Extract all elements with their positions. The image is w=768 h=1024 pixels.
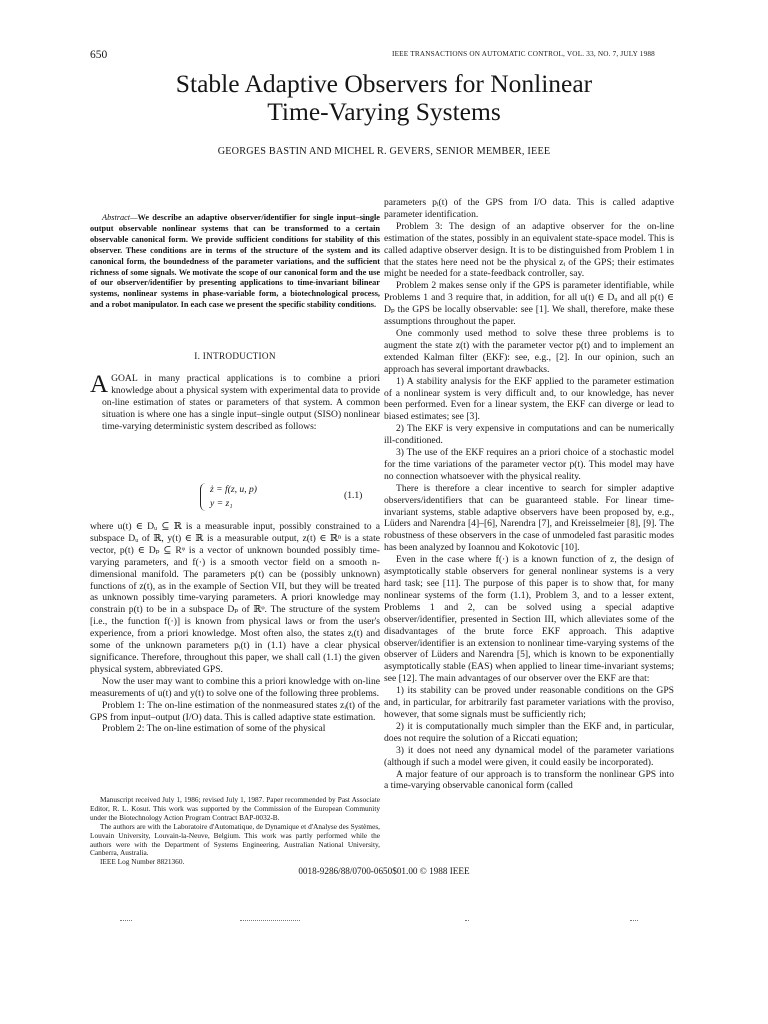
equation-line-1: ż = f(z, u, p) <box>210 484 257 495</box>
scan-mark <box>120 920 132 927</box>
paragraph: 1) its stability can be proved under reasonable conditions on the GPS and, in particular, for arbitrarily fast parameter variations with the proviso, however, that some signals must be sufficiently rich; <box>384 685 674 720</box>
scan-mark <box>240 920 300 927</box>
left-column-body <box>90 521 380 735</box>
paper-title <box>0 70 768 126</box>
scan-mark <box>465 920 469 927</box>
paragraph: There is therefore a clear incentive to search for simpler adaptive observers/identifiers that can be guaranteed stable. For linear time-invariant systems, stable adaptive observers have been proposed by, e.g., Lüders and Narendra [4]–[6], Narendra [7], and Kreisselmeier [8], [9]. The robustness of these observers in the case of unmodeled fast parasitic modes has been analyzed by Ioannou and Kokotovic [10]. <box>384 482 674 554</box>
paragraph: Problem 2: The on-line estimation of some of the physical <box>102 723 326 735</box>
paragraph: Problem 2 makes sense only if the GPS is parameter identifiable, while Problems 1 and 3 require that, in addition, for all u(t) ∈ Dᵤ and all p(t) ∈ Dₚ the GPS be locally observable: see [1]. We shall, therefore, make these assumptions throughout the paper. <box>384 280 674 328</box>
paragraph: 2) it is computationally much simpler than the EKF and, in particular, does not require the solution of a Riccati equation; <box>384 720 674 744</box>
abstract-label: Abstract— <box>102 213 138 222</box>
intro-paragraph <box>90 373 380 433</box>
paragraph: 3) it does not need any dynamical model of the parameter variations (although if such a model were given, it could easily be incorporated). <box>384 744 674 768</box>
paragraph: parameters pᵢ(t) of the GPS from I/O data. This is called adaptive parameter identification. <box>384 197 674 220</box>
paragraph: Problem 1: The on-line estimation of the nonmeasured states zᵢ(t) of the GPS from input–output (I/O) data. This is called adaptive state estimation. <box>90 699 380 723</box>
paragraph: 2) The EKF is very expensive in computations and can be numerically ill-conditioned. <box>384 423 674 447</box>
title-line-1: Stable Adaptive Observers for Nonlinear <box>175 69 593 98</box>
equation-brace <box>200 483 206 511</box>
journal-header: IEEE TRANSACTIONS ON AUTOMATIC CONTROL, VOL. 33, NO. 7, JULY 1988 <box>392 50 655 58</box>
drop-cap: A <box>90 371 109 398</box>
footnote-manuscript: Manuscript received July 1, 1986; revised July 1, 1987. Paper recommended by Past Associate Editor, R. L. Kosut. This work was supported by the Commission of the European Community under the Biotechnology Action Program Contract BAP-0032-B. <box>90 795 380 822</box>
title-line-2: Time-Varying Systems <box>267 97 501 126</box>
abstract <box>90 213 380 311</box>
paragraph: Problem 3: The design of an adaptive observer for the on-line estimation of the states, possibly in an equivalent state-space model. This is called adaptive observer design. It is to be distinguished from Problem 1 in that the states here need not be the physical zᵢ of the GPS; their estimates might be needed for a state-feedback controller, say. <box>384 220 674 280</box>
paragraph: One commonly used method to solve these three problems is to augment the state z(t) with the parameter vector p(t) and to implement an extended Kalman filter (EKF): see, e.g., [2]. In our opinion, such an approach has several important drawbacks. <box>384 327 674 375</box>
author-line: GEORGES BASTIN AND MICHEL R. GEVERS, SENIOR MEMBER, IEEE <box>217 146 551 157</box>
paragraph: where u(t) ∈ Dᵤ ⊆ ℝ is a measurable input, possibly constrained to a subspace Dᵤ of ℝ, y(t) ∈ ℝ is a measurable output, z(t) ∈ ℝⁿ is a state vector, p(t) ∈ Dₚ ⊆ Rᵠ is a vector of unknown bounded possibly time-varying parameters, and f(·) is a smooth vector field on a smooth n-dimensional manifold. The parameters p(t) can be (possibly unknown) functions of z(t), as in the example of Section VII, but they will be treated as unknown possibly time-varying parameters. A priori knowledge may constrain p(t) to be in a subspace Dₚ of ℝᵠ. The structure of the system [i.e., the function f(·)] is known from physical laws or from the user's experience, from a priori knowledge. Most often also, the states zᵢ(t) and some of the unknown parameters pᵢ(t) in (1.1) have a clear physical significance. Therefore, throughout this paper, we shall call (1.1) the given physical system, abbreviated GPS. <box>90 521 380 675</box>
paragraph: Even in the case where f(·) is a known function of z, the design of asymptotically stable observers for general nonlinear systems is a very hard task; see [11]. The purpose of this paper is to show that, for many nonlinear systems of the form (1.1), Problem 3, and to a lesser extent, Problems 1 and 2, can be solved using a special adaptive observer/identifier, presented in Section III, which alleviates some of the disadvantages of the brute force EKF approach. This adaptive observer/identifier is an extension to nonlinear time-varying systems of the observer of Lüders and Narendra [5], which is known to be exponentially asymptotically stable (EAS) when applied to linear time-invariant systems; see [12]. The main advantages of our observer over the EKF are that: <box>384 554 674 685</box>
paragraph: 3) The use of the EKF requires an a priori choice of a stochastic model for the time variations of the parameter vector p(t). This model may have no connection whatsoever with the physical reality. <box>384 447 674 482</box>
scan-mark <box>630 920 638 927</box>
footnote-log-number: IEEE Log Number 8821360. <box>100 857 185 867</box>
footnote-affiliation: The authors are with the Laboratoire d'Automatique, de Dynamique et d'Analyse des Systèmes, Louvain University, Louvain-la-Neuve, Belgium. This work was partly performed while the authors were with the Department of Systems Engineering, Australian National University, Canberra, Australia. <box>90 821 380 858</box>
page-number: 650 <box>90 49 108 61</box>
abstract-text: We describe an adaptive observer/identifier for single input–single output observable nonlinear systems that can be transformed to a certain observable canonical form. We provide sufficient conditions for stability of this observer. These conditions are in terms of the structure of the system and its canonical form, the boundedness of the parameter variations, and the sufficient richness of some signals. We motivate the scope of our canonical form and the use of our observer/identifier by presenting applications to time-invariant bilinear systems, nonlinear systems in phase-variable form, a biotechnological process, and a robot manipulator. In each case we present the specific stability conditions. <box>90 213 380 310</box>
paragraph: A major feature of our approach is to transform the nonlinear GPS into a time-varying observable canonical form (called <box>384 768 674 792</box>
paragraph: Now the user may want to combine this a priori knowledge with on-line measurements of u(t) and y(t) to solve one of the following three problems. <box>90 675 380 699</box>
intro-text: GOAL in many practical applications is to combine a priori knowledge about a physical system with experimental data to provide on-line estimation of states or parameters of that system. A common situation is where one has a single input–single output (SISO) nonlinear time-varying deterministic system described as follows: <box>102 373 380 432</box>
copyright-line: 0018-9286/88/0700-0650$01.00 © 1988 IEEE <box>298 866 470 876</box>
section-heading-introduction: I. INTRODUCTION <box>194 351 276 361</box>
paragraph: 1) A stability analysis for the EKF applied to the parameter estimation of a nonlinear system is very difficult and, to our knowledge, has never been performed. Even for a linear system, the EKF can diverge or lead to biased estimates; see [3]. <box>384 375 674 423</box>
equation-line-2: y = z₁ <box>210 498 233 509</box>
footnote <box>90 796 380 867</box>
equation-number: (1.1) <box>344 490 363 501</box>
equation-1-1 <box>200 483 257 511</box>
right-column-body <box>384 197 674 792</box>
scan-artifact-marks <box>90 920 650 932</box>
